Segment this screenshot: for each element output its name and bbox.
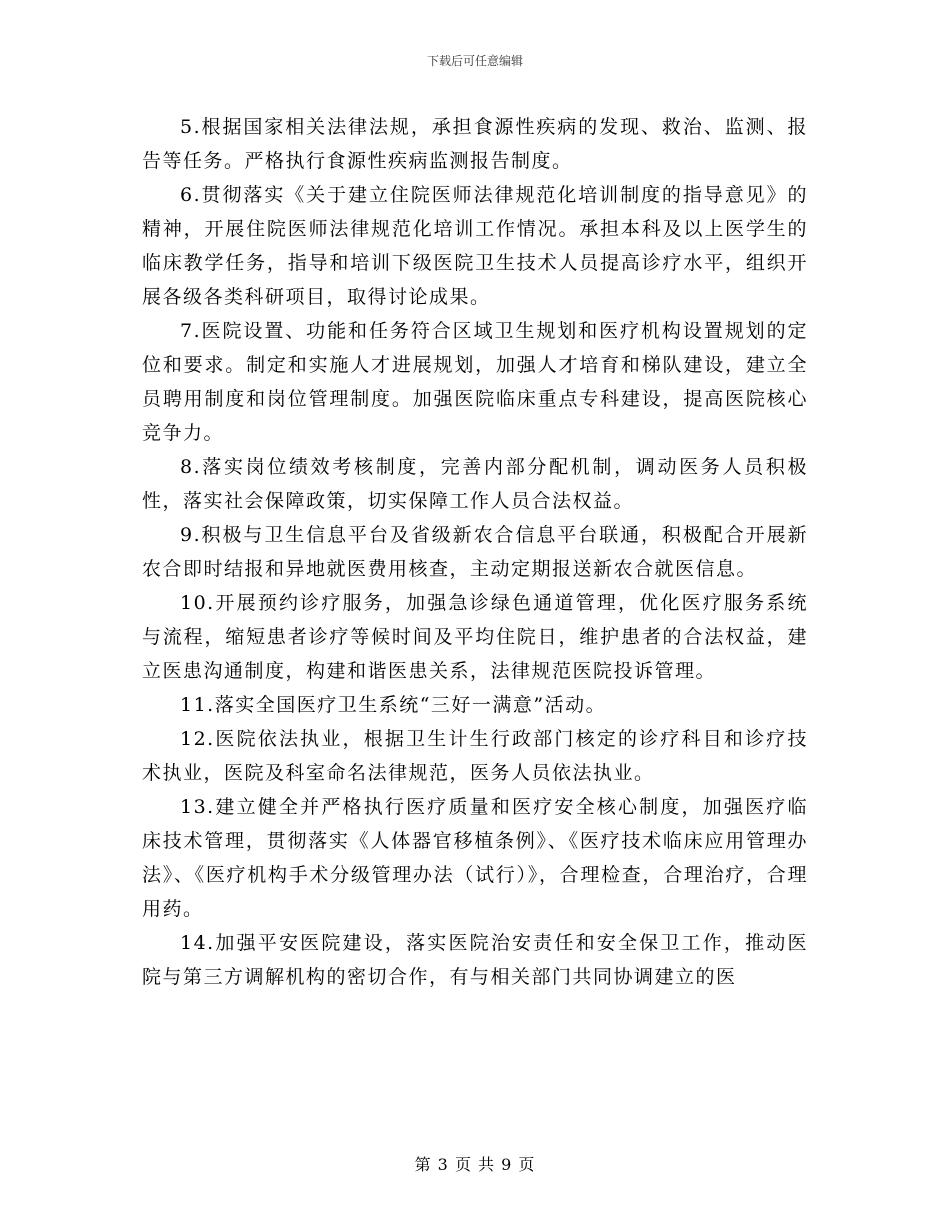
paragraph-item-6: 6.贯彻落实《关于建立住院医师法律规范化培训制度的指导意见》的精神，开展住院医师法律规范化培训工作情况。承担本科及以上医学生的临床教学任务，指导和培训下级医院卫生技术人员提高诊疗水平，组织开展各级各类科研项目，取得讨论成果。	[142, 184, 808, 308]
paragraph-item-9: 9.积极与卫生信息平台及省级新农合信息平台联通，积极配合开展新农合即时结报和异地就医费用核查，主动定期报送新农合就医信息。	[142, 524, 808, 580]
paragraph-item-14: 14.加强平安医院建设，落实医院治安责任和安全保卫工作，推动医院与第三方调解机构的密切合作，有与相关部门共同协调建立的医	[142, 932, 808, 988]
page-number-footer: 第 3 页 共 9 页	[414, 1155, 536, 1174]
paragraph-item-5: 5.根据国家相关法律法规，承担食源性疾病的发现、救治、监测、报告等任务。严格执行食源性疾病监测报告制度。	[142, 116, 808, 172]
paragraph-item-13: 13.建立健全并严格执行医疗质量和医疗安全核心制度，加强医疗临床技术管理，贯彻落实《人体器官移植条例》、《医疗技术临床应用管理办法》、《医疗机构手术分级管理办法（试行）》，合理检查，合理治疗，合理用药。	[142, 796, 808, 920]
paragraph-item-11: 11.落实全国医疗卫生系统“三好一满意”活动。	[180, 694, 607, 716]
page-header: 下载后可任意编辑	[426, 54, 523, 68]
document-body	[142, 110, 808, 994]
paragraph-item-7: 7.医院设置、功能和任务符合区域卫生规划和医疗机构设置规划的定位和要求。制定和实施人才进展规划，加强人才培育和梯队建设，建立全员聘用制度和岗位管理制度。加强医院临床重点专科建设，提高医院核心竞争力。	[142, 320, 808, 444]
paragraph-item-10: 10.开展预约诊疗服务，加强急诊绿色通道管理，优化医疗服务系统与流程，缩短患者诊疗等候时间及平均住院日，维护患者的合法权益，建立医患沟通制度，构建和谐医患关系，法律规范医院投诉管理。	[142, 592, 808, 682]
paragraph-item-12: 12.医院依法执业，根据卫生计生行政部门核定的诊疗科目和诊疗技术执业，医院及科室命名法律规范，医务人员依法执业。	[142, 728, 808, 784]
paragraph-item-8: 8.落实岗位绩效考核制度，完善内部分配机制，调动医务人员积极性，落实社会保障政策，切实保障工作人员合法权益。	[142, 456, 808, 512]
